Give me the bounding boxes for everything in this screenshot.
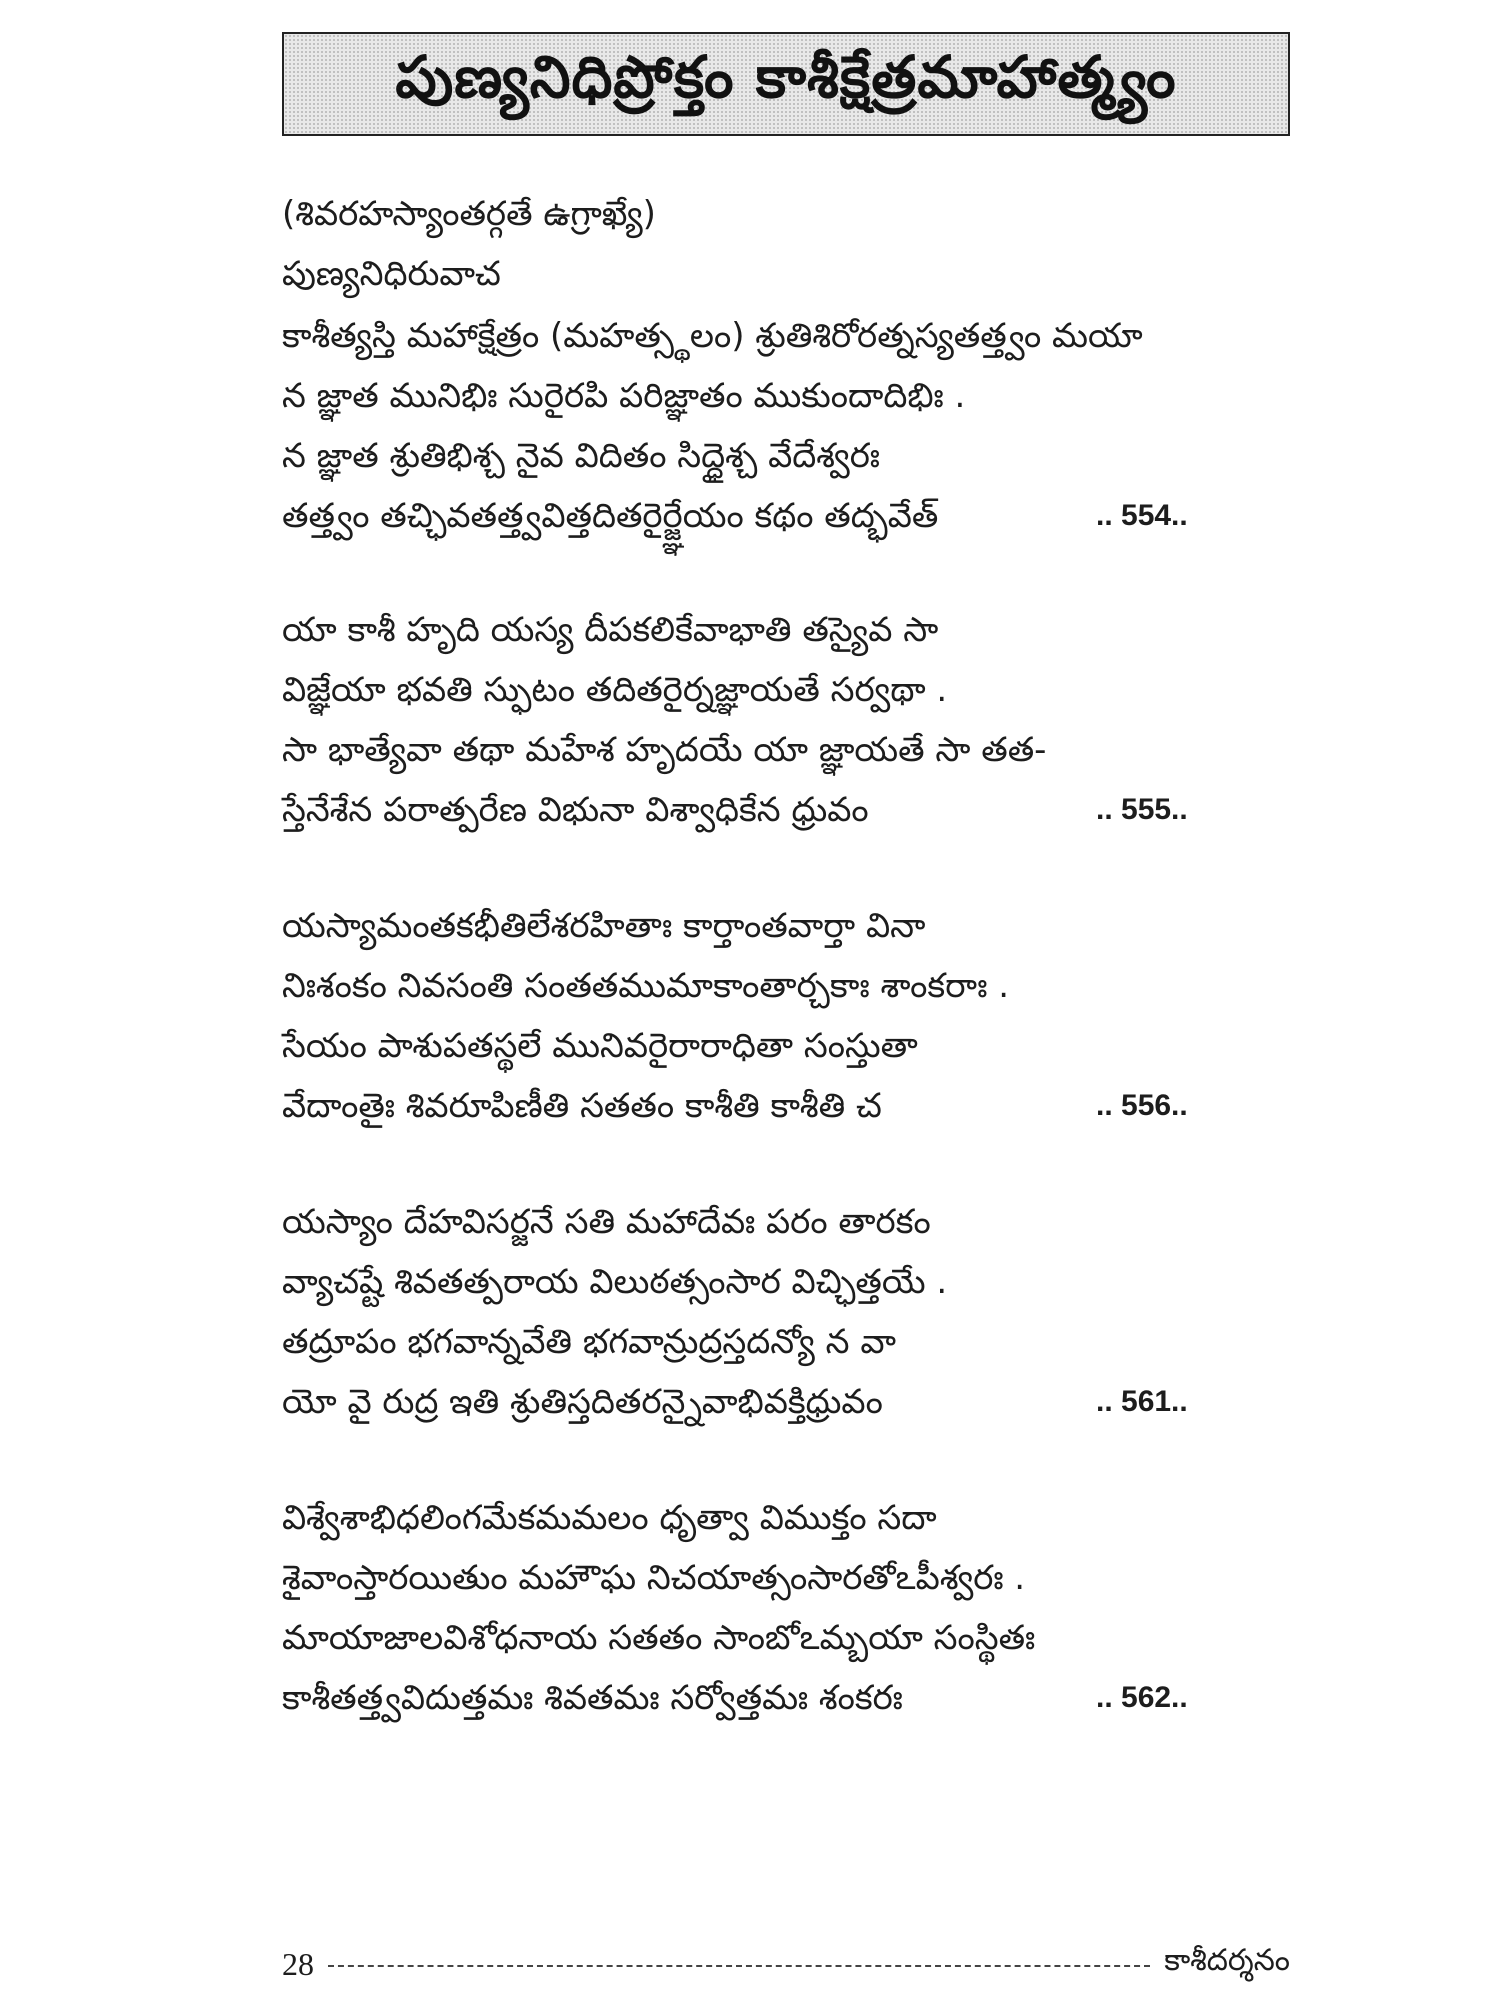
verse-line: వ్యాచష్టే శివతత్పరాయ విలుఠత్సంసార విచ్ఛిత్తయే . (282, 1262, 948, 1302)
verse-line: తద్రూపం భగవాన్నవేతి భగవాన్రుద్రస్తదన్యో న వా (282, 1322, 896, 1362)
verse-line: మాయాజాలవిశోధనాయ సతతం సాంబోఽమ్బయా సంస్థితః (282, 1618, 1036, 1658)
page-number: 28 (282, 1945, 314, 1982)
verse-number: .. 562.. (1096, 1681, 1188, 1714)
verse-line: యస్యాం దేహవిసర్జనే సతి మహాదేవః పరం తారకం (282, 1202, 931, 1242)
verse-line: యా కాశీ హృది యస్య దీపకలికేవాభాతి తస్యైవ సా (282, 610, 939, 650)
verse-line: న జ్ఞాత మునిభిః సురైరపి పరిజ్ఞాతం ముకుందాదిభిః . (282, 376, 966, 416)
footer-dashed-rule (328, 1965, 1150, 1967)
verse-number: .. 555.. (1096, 793, 1188, 826)
page-footer (282, 1944, 1290, 1984)
verse-line: కాశీతత్త్వవిదుత్తమః శివతమః సర్వోత్తమః శంకరః (282, 1678, 903, 1718)
verse-line: స్తేనేశేన పరాత్పరేణ విభునా విశ్వాధికేన ధ్రువం (282, 790, 869, 830)
verse-line: విజ్ఞేయా భవతి స్ఫుటం తదితరైర్నజ్ఞాయతే సర్వథా . (282, 670, 948, 710)
verse-number: .. 556.. (1096, 1089, 1188, 1122)
chapter-title-box (282, 32, 1290, 136)
speaker-line: పుణ్యనిధిరువాచ (282, 254, 501, 294)
verse-line: కాశీత్యస్తి మహాక్షేత్రం (మహత్స్థలం) శ్రుతిశిరోరత్నస్యతత్త్వం మయా (282, 316, 1143, 356)
verse-number: .. 561.. (1096, 1385, 1188, 1418)
source-note: (శివరహస్యాంతర్గతే ఉగ్రాఖ్యే) (282, 194, 656, 234)
verse-line: వేదాంతైః శివరూపిణీతి సతతం కాశీతి కాశీతి చ (282, 1086, 882, 1126)
verse-line: న జ్ఞాత శ్రుతిభిశ్చ నైవ విదితం సిద్ధైశ్చ వేదేశ్వరః (282, 436, 880, 476)
verse-number: .. 554.. (1096, 499, 1188, 532)
verse-line: సేయం పాశుపతస్థలే మునివరైరారాధితా సంస్తుతా (282, 1026, 918, 1066)
running-book-title: కాశీదర్శనం (1164, 1943, 1290, 1978)
verse-line: నిఃశంకం నివసంతి సంతతముమాకాంతార్చకాః శాంకరాః . (282, 966, 1010, 1006)
verse-line: విశ్వేశాభిధలింగమేకమమలం ధృత్వా విముక్తం సదా (282, 1498, 937, 1538)
verse-line: సా భాత్యేవా తథా మహేశ హృదయే యా జ్ఞాయతే సా తత- (282, 730, 1047, 770)
chapter-title: పుణ్యనిధిప్రోక్తం కాశీక్షేత్రమాహాత్మ్యం (395, 42, 1177, 111)
verse-line: శైవాంస్తారయితుం మహౌఘ నిచయాత్సంసారతోఽపీశ్వరః . (282, 1558, 1026, 1598)
verse-line: యో వై రుద్ర ఇతి శ్రుతిస్తదితరన్నైవాభివక్తిధ్రువం (282, 1382, 883, 1422)
verse-line: తత్త్వం తచ్ఛివతత్త్వవిత్తదితరైర్జ్ఞేయం కథం తద్భవేత్ (282, 496, 939, 536)
verse-line: యస్యామంతకభీతిలేశరహితాః కార్తాంతవార్తా వినా (282, 906, 926, 946)
